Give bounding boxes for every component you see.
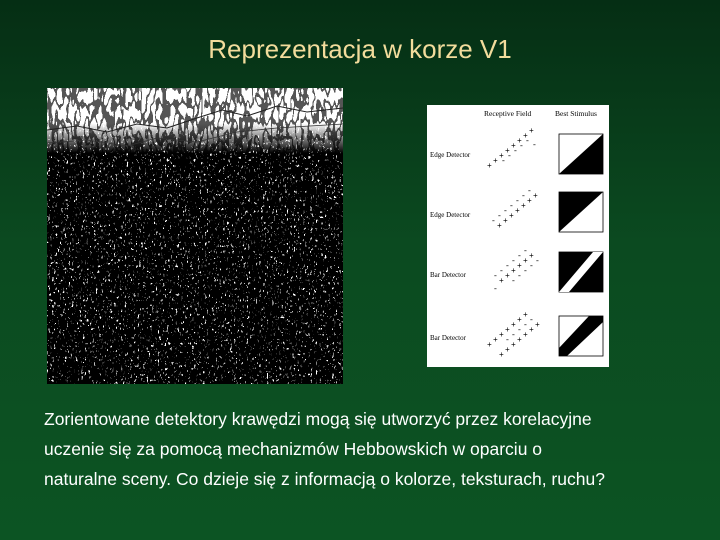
svg-text:-: - — [505, 262, 510, 271]
svg-text:+: + — [517, 137, 522, 146]
detector-label: Edge Detector — [430, 211, 471, 219]
svg-text:-: - — [509, 202, 514, 211]
svg-text:-: - — [519, 142, 524, 151]
svg-text:-: - — [525, 137, 530, 146]
svg-text:+: + — [505, 147, 510, 156]
svg-text:+: + — [487, 162, 492, 171]
detector-label: Bar Detector — [430, 334, 466, 342]
svg-text:-: - — [523, 267, 528, 276]
edge-filtered-scene-image — [47, 88, 343, 384]
svg-text:+: + — [493, 157, 498, 166]
svg-text:+: + — [515, 207, 520, 216]
svg-text:-: - — [493, 285, 498, 294]
svg-text:+: + — [503, 217, 508, 226]
detector-figure — [427, 105, 609, 367]
svg-text:+: + — [511, 142, 516, 151]
receptive-field-header: Receptive Field — [484, 109, 532, 118]
svg-text:+: + — [499, 331, 504, 340]
svg-text:-: - — [532, 141, 537, 150]
svg-text:-: - — [507, 152, 512, 161]
best-stimulus-edge-icon — [559, 192, 603, 232]
svg-text:-: - — [515, 197, 520, 206]
svg-text:+: + — [529, 326, 534, 335]
svg-text:-: - — [517, 326, 522, 335]
svg-text:-: - — [517, 252, 522, 261]
caption-line: naturalne sceny. Co dzieje się z informacją o kolorze, teksturach, ruchu? — [44, 469, 605, 489]
svg-text:+: + — [497, 222, 502, 231]
svg-text:-: - — [501, 157, 506, 166]
svg-text:+: + — [523, 311, 528, 320]
svg-text:-: - — [491, 217, 496, 226]
svg-text:-: - — [523, 321, 528, 330]
svg-text:-: - — [511, 331, 516, 340]
svg-text:-: - — [517, 272, 522, 281]
svg-text:-: - — [523, 247, 528, 256]
svg-text:-: - — [535, 257, 540, 266]
caption-line: uczenie się za pomocą mechanizmów Hebbowskich w oparciu o — [44, 439, 543, 459]
svg-text:-: - — [521, 192, 526, 201]
svg-text:+: + — [523, 257, 528, 266]
svg-text:-: - — [513, 147, 518, 156]
svg-text:-: - — [527, 187, 532, 196]
svg-text:-: - — [505, 336, 510, 345]
best-stimulus-edge-icon — [559, 134, 603, 174]
svg-text:-: - — [499, 267, 504, 276]
svg-text:+: + — [527, 197, 532, 206]
svg-text:-: - — [497, 212, 502, 221]
svg-text:-: - — [503, 207, 508, 216]
svg-text:+: + — [517, 262, 522, 271]
svg-text:+: + — [509, 212, 514, 221]
best-stimulus-bar-icon — [559, 316, 603, 356]
svg-text:+: + — [487, 341, 492, 350]
best-stimulus-bar-icon — [559, 252, 603, 292]
detector-label: Edge Detector — [430, 151, 471, 159]
svg-text:+: + — [505, 326, 510, 335]
detector-label: Bar Detector — [430, 271, 466, 279]
svg-text:-: - — [529, 316, 534, 325]
svg-text:+: + — [499, 152, 504, 161]
svg-text:+: + — [523, 331, 528, 340]
svg-text:+: + — [529, 127, 534, 136]
svg-text:+: + — [499, 351, 504, 360]
svg-text:+: + — [505, 346, 510, 355]
svg-text:+: + — [533, 192, 538, 201]
svg-text:-: - — [511, 277, 516, 286]
svg-text:+: + — [535, 321, 540, 330]
svg-text:+: + — [511, 321, 516, 330]
svg-text:-: - — [493, 272, 498, 281]
svg-text:+: + — [505, 272, 510, 281]
svg-text:+: + — [517, 336, 522, 345]
svg-text:+: + — [521, 202, 526, 211]
slide-title: Reprezentacja w korze V1 — [208, 34, 512, 64]
best-stimulus-header: Best Stimulus — [555, 109, 597, 118]
svg-text:+: + — [493, 336, 498, 345]
svg-text:-: - — [511, 257, 516, 266]
caption-line: Zorientowane detektory krawędzi mogą się utworzyć przez korelacyjne — [44, 409, 592, 429]
caption — [44, 404, 704, 494]
svg-text:+: + — [511, 267, 516, 276]
svg-text:-: - — [529, 262, 534, 271]
svg-text:+: + — [517, 316, 522, 325]
svg-text:+: + — [523, 132, 528, 141]
svg-text:+: + — [529, 252, 534, 261]
svg-text:+: + — [511, 341, 516, 350]
svg-text:+: + — [499, 277, 504, 286]
